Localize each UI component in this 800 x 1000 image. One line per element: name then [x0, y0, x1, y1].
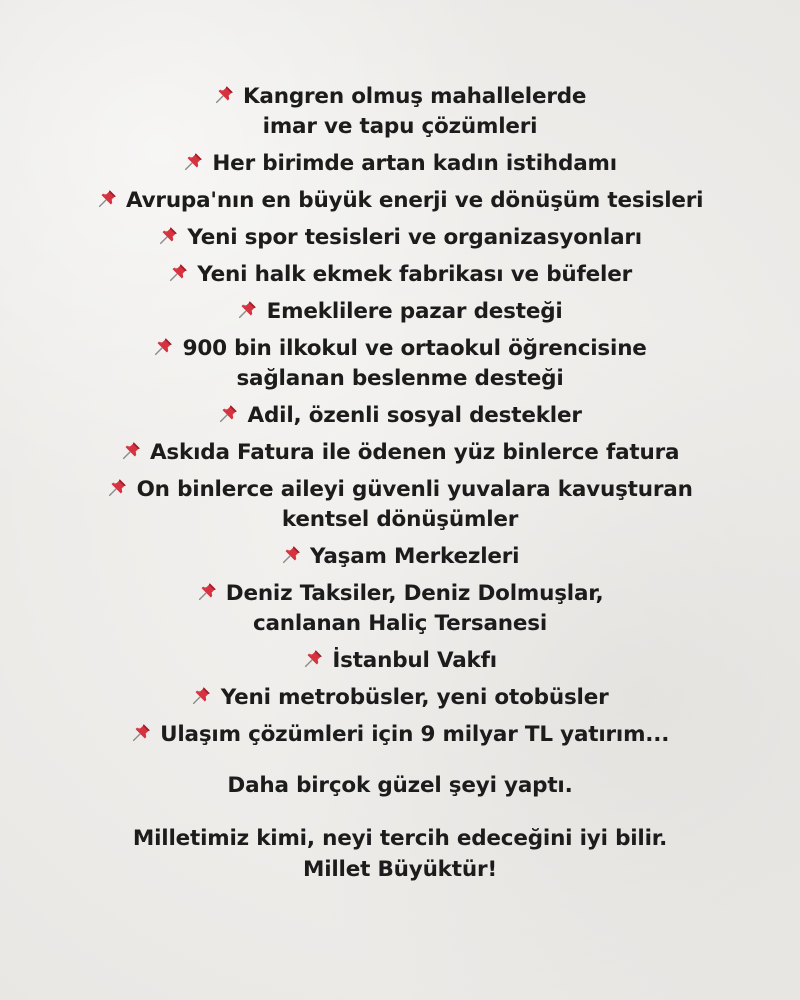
- list-item: [0, 542, 800, 572]
- list-item-line: [0, 223, 800, 253]
- pushpin-icon: [303, 648, 324, 669]
- pushpin-icon: [281, 544, 302, 565]
- list-item-line: [0, 112, 800, 142]
- list-item-text: Yeni metrobüsler, yeni otobüsler: [220, 685, 609, 710]
- list-item-line: [0, 438, 800, 468]
- list-item-text: Ulaşım çözümleri için 9 milyar TL yatırım...: [160, 722, 670, 747]
- closing-message: [0, 823, 800, 885]
- list-item-text: Yeni halk ekmek fabrikası ve büfeler: [197, 262, 632, 287]
- list-item: [0, 260, 800, 290]
- pushpin-icon: [131, 722, 152, 743]
- list-item: [0, 646, 800, 676]
- list-item-line: [0, 542, 800, 572]
- list-item-text: Yaşam Merkezleri: [309, 544, 520, 569]
- list-item-line: [0, 401, 800, 431]
- list-item-line: [0, 260, 800, 290]
- list-item-text: Her birimde artan kadın istihdamı: [212, 151, 617, 176]
- list-item: [0, 297, 800, 327]
- summary-text: [0, 770, 800, 801]
- list-item-text: sağlanan beslenme desteği: [236, 366, 564, 391]
- list-item: [0, 438, 800, 468]
- list-item-text: kentsel dönüşümler: [281, 507, 519, 532]
- pushpin-icon: [158, 225, 179, 246]
- list-item-text: On binlerce aileyi güvenli yuvalara kavuşturan: [136, 477, 693, 502]
- list-item-line: [0, 683, 800, 713]
- list-item-text: Deniz Taksiler, Deniz Dolmuşlar,: [225, 581, 604, 606]
- pushpin-icon: [107, 477, 128, 498]
- pushpin-icon: [97, 188, 118, 209]
- list-item-text: canlanan Haliç Tersanesi: [252, 611, 548, 636]
- summary-line: Daha birçok güzel şeyi yaptı.: [227, 773, 573, 798]
- list-item-text: Kangren olmuş mahallelerde: [242, 84, 587, 109]
- pushpin-icon: [218, 403, 239, 424]
- pushpin-icon: [168, 262, 189, 283]
- list-item: [0, 475, 800, 535]
- list-item: [0, 149, 800, 179]
- list-item-line: [0, 646, 800, 676]
- list-item-line: [0, 579, 800, 609]
- list-item-line: [0, 505, 800, 535]
- list-item-text: Yeni spor tesisleri ve organizasyonları: [187, 225, 642, 250]
- closing-line-1: Milletimiz kimi, neyi tercih edeceğini iyi bilir.: [132, 826, 668, 851]
- list-item-line: [0, 720, 800, 750]
- content-list: [0, 82, 800, 885]
- slogan: Millet Büyüktür!: [303, 857, 497, 882]
- list-item: [0, 334, 800, 394]
- list-item: [0, 401, 800, 431]
- list-item: [0, 82, 800, 142]
- list-item-text: 900 bin ilkokul ve ortaokul öğrencisine: [182, 336, 647, 361]
- list-item-text: İstanbul Vakfı: [332, 648, 497, 673]
- list-item: [0, 579, 800, 639]
- pushpin-icon: [121, 440, 142, 461]
- list-item-text: Emeklilere pazar desteği: [266, 299, 563, 324]
- list-item-line: [0, 186, 800, 216]
- list-item-line: [0, 364, 800, 394]
- list-item-line: [0, 609, 800, 639]
- pushpin-icon: [153, 336, 174, 357]
- list-item-line: [0, 475, 800, 505]
- pushpin-icon: [197, 581, 218, 602]
- list-item-line: [0, 334, 800, 364]
- list-item: [0, 186, 800, 216]
- list-item-text: Avrupa'nın en büyük enerji ve dönüşüm tesisleri: [125, 188, 704, 213]
- list-item: [0, 683, 800, 713]
- list-item-text: Askıda Fatura ile ödenen yüz binlerce fatura: [149, 440, 680, 465]
- list-item: [0, 223, 800, 253]
- list-item: [0, 720, 800, 750]
- list-item-line: [0, 149, 800, 179]
- pushpin-icon: [214, 84, 235, 105]
- pushpin-icon: [183, 151, 204, 172]
- pushpin-icon: [237, 299, 258, 320]
- list-item-line: [0, 297, 800, 327]
- list-item-text: Adil, özenli sosyal destekler: [247, 403, 582, 428]
- list-item-line: [0, 82, 800, 112]
- list-item-text: imar ve tapu çözümleri: [262, 114, 538, 139]
- pushpin-icon: [191, 685, 212, 706]
